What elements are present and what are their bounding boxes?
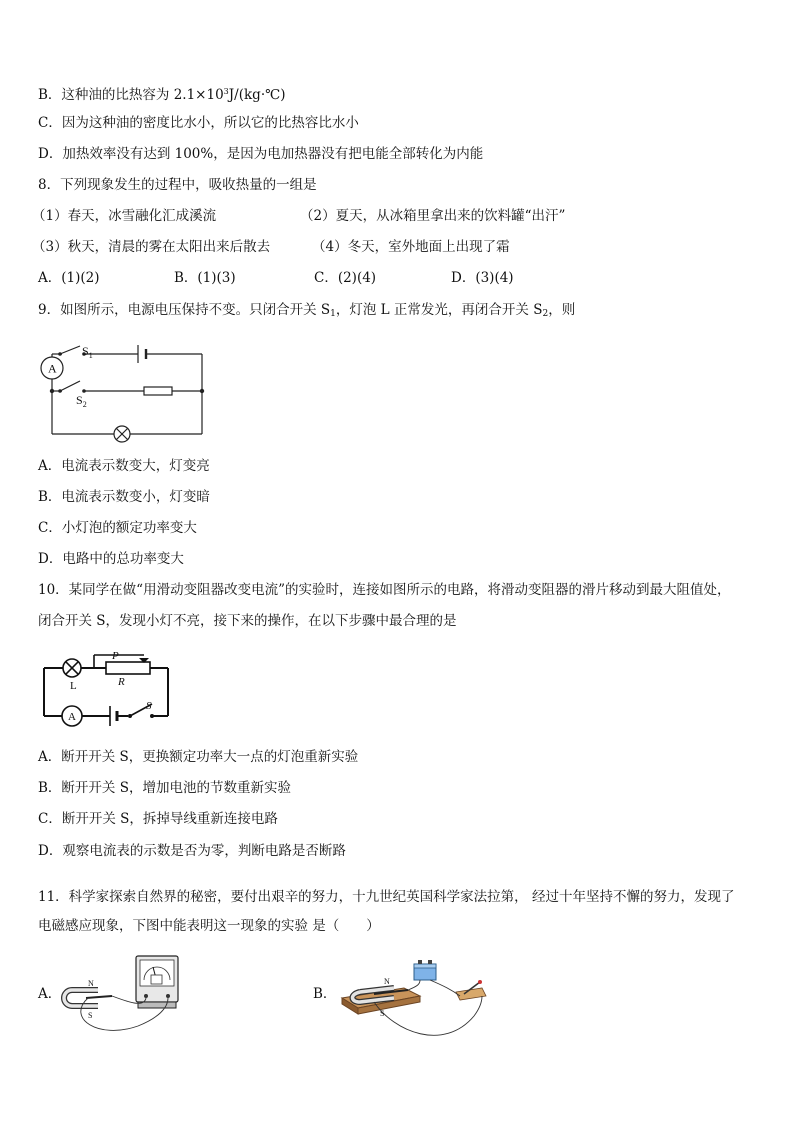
q8-item-4: （4）冬天，室外地面上出现了霜 (312, 239, 510, 255)
q9-option-c: C．小灯泡的额定功率变大 (38, 520, 197, 536)
q10-slider-label: P (112, 650, 119, 662)
q8-option-a: A．(1)(2) (38, 270, 100, 286)
q8-option-d: D．(3)(4) (451, 270, 514, 286)
q9-s1-label: $S_1$ (82, 344, 93, 360)
q9-stem: 9．如图所示，电源电压保持不变。只闭合开关 $S_1$，灯泡 L 正常发光，再闭合开关 $S_2$，则 (38, 302, 576, 319)
q7-option-d: D．加热效率没有达到 100%，是因为电加热器没有把电能全部转化为内能 (38, 146, 484, 162)
q10-stem-line2: 闭合开关 S，发现小灯不亮，接下来的操作，在以下步骤中最合理的是 (38, 613, 457, 629)
q9-option-a: A．电流表示数变大，灯变亮 (38, 458, 210, 474)
q11-option-a-figure (58, 952, 188, 1040)
q8-stem: 8．下列现象发生的过程中，吸收热量的一组是 (38, 177, 317, 193)
q8-item-1: （1）春天，冰雪融化汇成溪流 (32, 208, 217, 224)
q10-circuit-diagram (38, 648, 174, 732)
q11-a-south-label: S (88, 1011, 93, 1020)
q10-stem-line1: 10．某同学在做“用滑动变阻器改变电流”的实验时，连接如图所示的电路，将滑动变阻器的滑片移动到最大阻值处， (38, 582, 731, 598)
q11-b-north-label: N (384, 977, 390, 986)
q7-option-c: C．因为这种油的密度比水小，所以它的比热容比水小 (38, 115, 359, 131)
q9-circuit-diagram (36, 334, 208, 444)
q10-option-b: B．断开开关 S，增加电池的节数重新实验 (38, 780, 291, 796)
q11-option-a-label: A． (38, 986, 62, 1002)
q9-ammeter-label: A (48, 361, 57, 376)
q7-option-b: B．这种油的比热容为 $2.1\times 10^3J/(kg\cdot℃)$ (38, 87, 286, 103)
q10-option-c: C．断开开关 S，拆掉导线重新连接电路 (38, 811, 278, 827)
q9-option-d: D．电路中的总功率变大 (38, 551, 184, 567)
q8-item-2: （2）夏天，从冰箱里拿出来的饮料罐“出汗” (300, 208, 566, 224)
q11-stem-line1: 11．科学家探索自然界的秘密，要付出艰辛的努力，十九世纪英国科学家法拉第， 经过十年坚持不懈的努力，发现了 (38, 889, 735, 905)
q11-a-north-label: N (88, 979, 94, 988)
q11-stem-line2: 电磁感应现象，下图中能表明这一现象的实验 是（ ） (38, 918, 380, 934)
q10-rheostat-label: R (118, 676, 125, 688)
q10-switch-label: S (146, 700, 152, 712)
q11-option-b-label: B． (313, 986, 337, 1002)
q10-lamp-label: L (70, 680, 77, 692)
q8-option-b: B．(1)(3) (174, 270, 236, 286)
q10-ammeter-label: A (68, 711, 76, 723)
q9-option-b: B．电流表示数变小，灯变暗 (38, 489, 210, 505)
q10-option-d: D．观察电流表的示数是否为零，判断电路是否断路 (38, 843, 346, 859)
q8-item-3: （3）秋天，清晨的雾在太阳出来后散去 (32, 239, 271, 255)
q11-option-b-figure (334, 956, 494, 1052)
q11-b-south-label: S (380, 1009, 385, 1018)
q8-option-c: C．(2)(4) (314, 270, 377, 286)
q10-option-a: A．断开开关 S，更换额定功率大一点的灯泡重新实验 (38, 749, 359, 765)
q9-s2-label: $S_2$ (76, 393, 87, 409)
